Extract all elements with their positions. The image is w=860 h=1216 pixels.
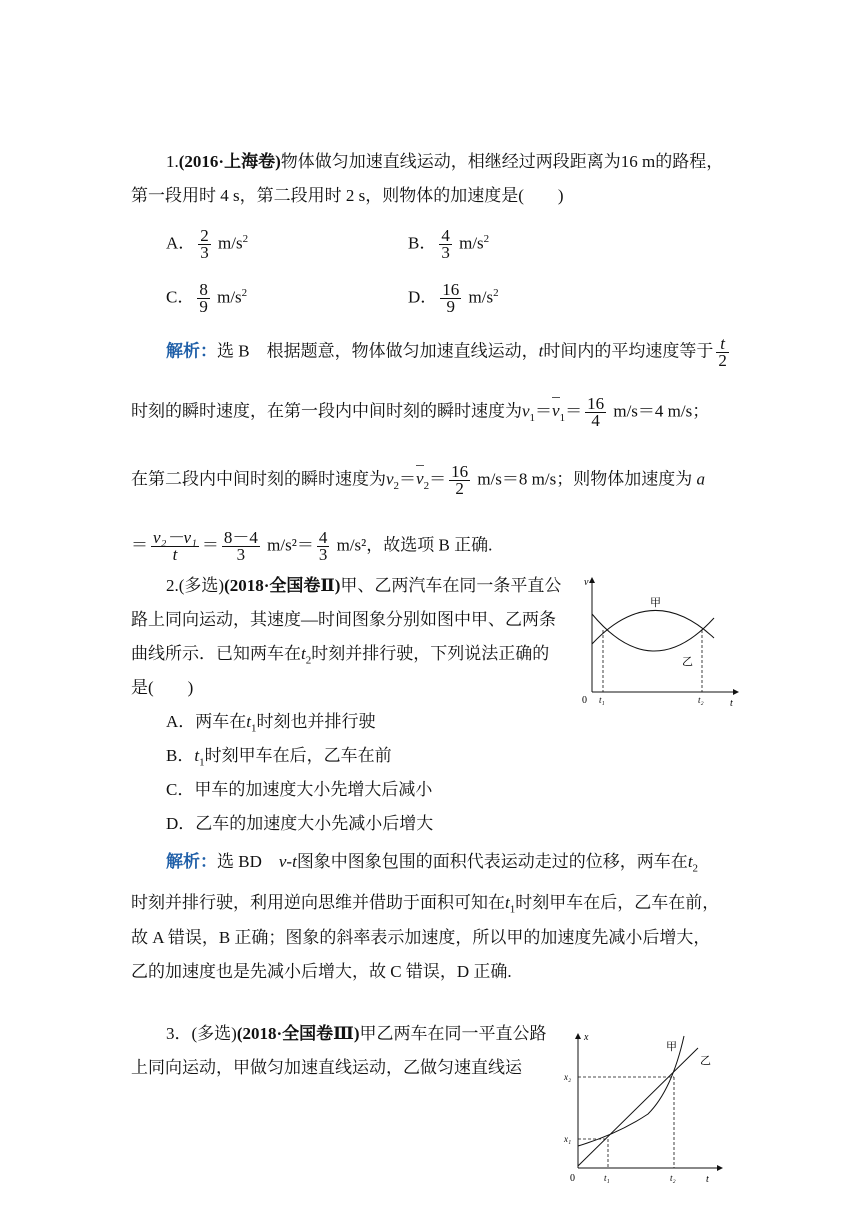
line-yi: [578, 1048, 698, 1166]
x-axis-label: x: [584, 1032, 589, 1043]
x1-label: x₁: [564, 1134, 572, 1144]
q1-option-a[interactable]: A． $\frac{2}{3}$ $m/s^2$: [166, 226, 249, 262]
q1-option-d[interactable]: D． $\frac{16}{9}$ $m/s^2$: [408, 280, 499, 316]
q1-source: (2016·上海卷): [178, 152, 281, 171]
t2-label: t₂: [670, 1173, 676, 1183]
q2-stem-line1: 2.(多选)(2018·全国卷Ⅱ)甲、乙两汽车在同一条平直公: [166, 576, 562, 595]
q1-option-b-fraction: $\frac{4}{3}$: [441, 226, 450, 262]
analysis-head: 解析：: [166, 341, 217, 361]
curve-yi-label: 乙: [682, 656, 693, 668]
q2-analysis-line1: 解析：选 BD v-t图象中图象包围的面积代表运动走过的位移，两车在$t_2$: [166, 852, 699, 875]
q1-stem-text1: 物体做匀加速直线运动，相继经过两段距离为16 m的路程，: [280, 152, 724, 171]
q1-analysis-line3: 在第二段内中间时刻的瞬时速度为$v_2=v_2=$ $\frac{16}{2}$ m/s＝8 m/s；则物体加速度为 a: [131, 462, 705, 498]
q1-option-c[interactable]: C． $\frac{8}{9}$ $m/s^2$: [166, 280, 248, 316]
q2-option-c[interactable]: C．甲车的加速度大小先增大后减小: [166, 780, 433, 799]
q1-option-a-fraction: $\frac{2}{3}$: [200, 226, 209, 262]
q3-stem-line1: 3．(多选)(2018·全国卷Ⅲ)甲乙两车在同一平直公路: [166, 1024, 547, 1043]
analysis-head: 解析：: [166, 852, 217, 871]
q2-stem-line3: 曲线所示．已知两车在$t_2$时刻并排行驶，下列说法正确的: [131, 644, 550, 667]
curve-jia: [592, 610, 714, 644]
q2-analysis-line2: 时刻并排行驶，利用逆向思维并借助于面积可知在$t_1$时刻甲车在后，乙车在前，: [131, 893, 720, 916]
q1-analysis-line2: 时刻的瞬时速度，在第一段内中间时刻的瞬时速度为$v_1=v_1=$ $\frac{16}{4}$ m/s＝4 m/s；: [131, 394, 710, 430]
q1-analysis-line1: 解析：选 B 根据题意，物体做匀加速直线运动，t时间内的平均速度等于 $\frac{t}{2}$: [166, 334, 727, 370]
x2-label: x₂: [564, 1072, 572, 1082]
q1-stem-line1: [166, 152, 723, 172]
q2-option-d[interactable]: D．乙车的加速度大小先减小后增大: [166, 814, 434, 833]
q2-source: (2018·全国卷Ⅱ): [224, 576, 341, 595]
q2-stem-line2: 路上同向运动，其速度—时间图象分别如图中甲、乙两条: [131, 610, 556, 629]
v-axis-label: v: [584, 577, 589, 588]
q2-option-b[interactable]: B．$t_1$时刻甲车在后，乙车在前: [166, 746, 392, 769]
q3-source: (2018·全国卷Ⅲ): [236, 1024, 360, 1043]
t-axis-label: t: [730, 698, 733, 709]
q2-stem-line4: 是( ): [131, 678, 194, 697]
q3-xt-graph: [558, 1026, 728, 1186]
t2-label: t₂: [698, 695, 704, 705]
q1-half-t-fraction: $\frac{t}{2}$: [718, 334, 727, 370]
q2-vt-graph: [576, 570, 746, 710]
q1-option-c-fraction: $\frac{8}{9}$: [199, 280, 208, 316]
curve-jia-label: 甲: [650, 597, 661, 609]
q1-v2-fraction: $\frac{16}{2}$: [451, 462, 469, 498]
origin-label: 0: [570, 1173, 575, 1184]
t1-label: t₁: [604, 1173, 610, 1183]
q3-stem-line2: 上同向运动，甲做匀加速直线运动，乙做匀速直线运: [131, 1058, 522, 1077]
q1-v1-fraction: $\frac{16}{4}$: [587, 394, 605, 430]
q1-accel-fraction: $\frac{\text{v₂－v₁}}{t}$: [153, 528, 197, 564]
t-axis-label: t: [706, 1174, 709, 1185]
curve-yi: [592, 614, 714, 651]
q1-accel-fraction2: $\frac{8-4}{3}$: [223, 528, 258, 564]
q2-option-a[interactable]: A．两车在$t_1$时刻也并排行驶: [166, 712, 376, 735]
q1-stem-line2: 第一段用时 4 s，第二段用时 2 s，则物体的加速度是( ): [131, 186, 564, 205]
q1-accel-fraction3: $\frac{4}{3}$: [318, 528, 328, 564]
curve-jia-label: 甲: [666, 1041, 677, 1053]
t1-label: t₁: [599, 695, 605, 705]
q1-option-b[interactable]: B． $\frac{4}{3}$ $m/s^2$: [408, 226, 490, 262]
q2-analysis-line3: 故 A 错误，B 正确；图象的斜率表示加速度，所以甲的加速度先减小后增大，: [131, 928, 711, 947]
q2-analysis-line4: 乙的加速度也是先减小后增大，故 C 错误，D 正确.: [131, 962, 512, 981]
q1-number: 1.: [166, 152, 179, 171]
origin-label: 0: [582, 695, 587, 706]
q1-analysis-line4: ＝ $\frac{\text{v₂－v₁}}{t}$ ＝ $\frac{8-4}{3}$ m/s²＝ $\frac{4}{3}$ m/s²，故选项 B 正确.: [131, 528, 493, 564]
q1-option-d-fraction: $\frac{16}{9}$: [442, 280, 460, 316]
line-yi-label: 乙: [700, 1055, 711, 1067]
